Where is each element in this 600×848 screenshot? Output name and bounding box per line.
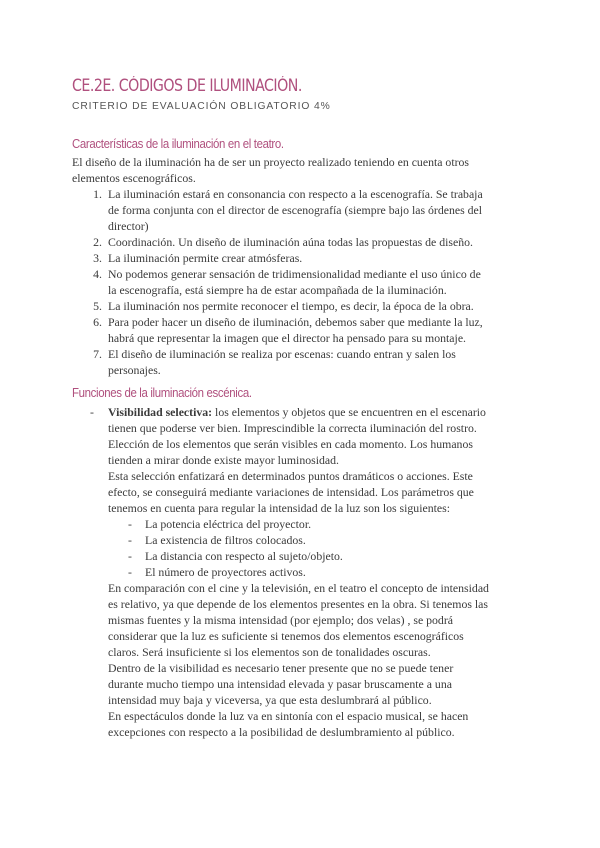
list-item-line: Para poder hacer un diseño de iluminación, debemos saber que mediante la luz, [108, 315, 483, 329]
list-item-line: La iluminación permite crear atmósferas. [108, 251, 303, 265]
paragraph-line: es relativo, ya que depende de los elementos presentes en la obra. Si tenemos las [108, 597, 489, 611]
bullet-text: los elementos y objetos que se encuentren en el escenario [212, 405, 486, 419]
list-number: 4. [93, 267, 102, 281]
page-subtitle: CRITERIO DE EVALUACIÓN OBLIGATORIO 4% [72, 101, 331, 112]
list-item-line: El diseño de iluminación se realiza por escenas: cuando entran y salen los [108, 347, 456, 361]
list-item-line: de forma conjunta con el director de escenografía (siempre bajo las órdenes del [108, 203, 483, 217]
subitem-text: La potencia eléctrica del proyector. [145, 517, 312, 531]
section-heading-caracteristicas: Características de la iluminación en el teatro. [72, 136, 284, 151]
list-item-line: La iluminación estará en consonancia con respecto a la escenografía. Se trabaja [108, 187, 483, 201]
intro-line: El diseño de la iluminación ha de ser un proyecto realizado teniendo en cuenta otros [72, 155, 470, 169]
list-number: 1. [93, 187, 102, 201]
bullet-first-line [108, 404, 486, 420]
list-item-line: habrá que representar la imagen que el director ha pensado para su montaje. [108, 331, 467, 345]
paragraph-line: tenemos en cuenta para regular la intensidad de la luz son los siguientes: [108, 501, 451, 515]
list-number: 5. [93, 299, 102, 313]
paragraph-line: mismas fuentes y la misma intensidad (por ejemplo; dos velas) , se podrá [108, 613, 453, 627]
paragraph-line: Elección de los elementos que serán visibles en cada momento. Los humanos [108, 437, 473, 451]
subitem-marker: - [128, 565, 132, 579]
section-heading-funciones: Funciones de la iluminación escénica. [72, 385, 252, 400]
list-item-line: personajes. [108, 363, 161, 377]
paragraph-line: tienen que poderse ver bien. Imprescindible la correcta iluminación del rostro. [108, 421, 477, 435]
paragraph-line: considerar que la luz es suficiente si tenemos dos elementos escenográficos [108, 629, 464, 643]
paragraph-line: excepciones con respecto a la posibilidad de deslumbramiento al público. [108, 725, 455, 739]
list-item-line: director) [108, 219, 149, 233]
subitem-text: La existencia de filtros colocados. [145, 533, 306, 547]
list-item-line: Coordinación. Un diseño de iluminación aúna todas las propuestas de diseño. [108, 235, 473, 249]
list-number: 2. [93, 235, 102, 249]
list-item-line: La iluminación nos permite reconocer el tiempo, es decir, la época de la obra. [108, 299, 474, 313]
paragraph-line: tienden a mirar donde existe mayor luminosidad. [108, 453, 339, 467]
paragraph-line: Dentro de la visibilidad es necesario tener presente que no se puede tener [108, 661, 454, 675]
subitem-text: La distancia con respecto al sujeto/objeto. [145, 549, 343, 563]
list-item-line: No podemos generar sensación de tridimensionalidad mediante el uso único de [108, 267, 481, 281]
bullet-marker: - [90, 405, 94, 419]
paragraph-line: claros. Será insuficiente si los elementos son de tonalidades oscuras. [108, 645, 431, 659]
bullet-term: Visibilidad selectiva: [108, 405, 213, 419]
list-number: 6. [93, 315, 102, 329]
paragraph-line: En comparación con el cine y la televisión, en el teatro el concepto de intensidad [108, 581, 489, 595]
paragraph-line: Esta selección enfatizará en determinados puntos dramáticos o acciones. Este [108, 469, 473, 483]
intro-line: elementos escenográficos. [72, 171, 196, 185]
list-number: 7. [93, 347, 102, 361]
paragraph-line: En espectáculos donde la luz va en sintonía con el espacio musical, se hacen [108, 709, 469, 723]
paragraph-line: efecto, se conseguirá mediante variaciones de intensidad. Los parámetros que [108, 485, 474, 499]
paragraph-line: intensidad muy baja y viceversa, ya que esta deslumbrará al público. [108, 693, 432, 707]
list-item-line: la escenografía, está siempre ha de estar acompañada de la iluminación. [108, 283, 447, 297]
paragraph-line: durante mucho tiempo una intensidad elevada y pasar bruscamente a una [108, 677, 452, 691]
list-number: 3. [93, 251, 102, 265]
subitem-marker: - [128, 533, 132, 547]
subitem-marker: - [128, 549, 132, 563]
page-title: CE.2E. CÓDIGOS DE ILUMINACIÓN. [72, 76, 302, 95]
subitem-marker: - [128, 517, 132, 531]
subitem-text: El número de proyectores activos. [145, 565, 306, 579]
